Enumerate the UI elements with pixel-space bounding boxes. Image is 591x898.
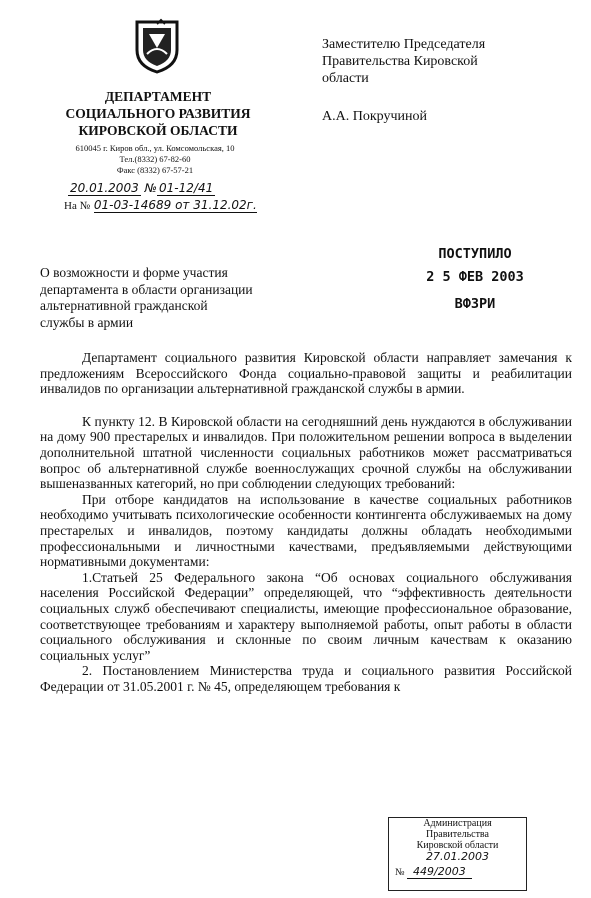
subject-line: службы в армии: [40, 314, 134, 330]
telephone: Тел.(8332) 67-82-60: [119, 154, 191, 164]
org-line: СОЦИАЛЬНОГО РАЗВИТИЯ: [65, 106, 251, 121]
registration-line: Кировской области: [416, 840, 499, 851]
letter-body: [40, 350, 572, 694]
recipient-line: области: [322, 71, 369, 86]
fax: Факс (8332) 67-57-21: [116, 165, 194, 175]
subject-line: О возможности и форме участия: [40, 265, 228, 280]
letter-subject: [40, 265, 253, 331]
subject-line: департамента в области организации: [40, 281, 253, 297]
body-paragraph: 1.Статьей 25 Федерального закона “Об основах социального обслуживания населения Российской Федерации” определяющей, что “эффективность деятельности социальных служб обеспечивают специалисты, имеющие профессиональное образование, соответствующее требованиям и характеру выполняемой работы, опыт работы в области социального обслуживания и склонные по своим личным качествам к оказанию социальных услуг”: [40, 569, 572, 663]
recipient-line: Заместителю Председателя: [322, 37, 486, 52]
reference-number: [64, 198, 257, 212]
subject-line: альтернативной гражданской: [40, 298, 208, 313]
coat-of-arms-emblem: [133, 18, 181, 74]
body-paragraph: 2. Постановлением Министерства труда и социального развития Российской Федерации от 31.05.2001 г. № 45, определяющем требования к: [40, 663, 572, 694]
body-paragraph: К пункту 12. В Кировской области на сегодняшний день нуждаются в обслуживании на дому 900 престарелых и инвалидов. При положительном решении вопроса в выделении дополнительной штатной численности социальных работников может рассматриваться вопрос об альтернативной службе военнослужащих срочной службы на обслуживании вышеназванных категорий, но при соблюдении следующих требований:: [40, 413, 572, 492]
stamp-received: ПОСТУПИЛО: [438, 246, 512, 262]
reference-value: 01-03-14689 от 31.12.02г.: [93, 198, 257, 212]
organization-address: [55, 143, 255, 176]
recipient-block: [322, 36, 485, 87]
organization-name: [58, 88, 258, 139]
registration-number: 449/2003: [407, 865, 472, 879]
registration-no-prefix: №: [395, 867, 405, 878]
address-line: 610045 г. Киров обл., ул. Комсомольская, 10: [75, 143, 235, 153]
outgoing-date-number: [68, 181, 215, 195]
org-line: КИРОВСКОЙ ОБЛАСТИ: [78, 123, 238, 138]
outgoing-no-prefix: №: [144, 181, 158, 195]
registration-stamp: [388, 817, 527, 891]
outgoing-number: 01-12/41: [159, 181, 214, 195]
stamp-date: 2 5 ФЕВ 2003: [426, 269, 524, 285]
body-paragraph: При отборе кандидатов на использование в качестве социальных работников необходимо учитывать психологические особенности контингента обслуживаемых на дому престарелых и инвалидов, поэтому кандидаты должны обладать необходимыми профессиональными и личностными качествами, предъявляемыми действующими нормативными документами:: [40, 491, 572, 570]
registration-line: Администрация: [423, 818, 492, 829]
registration-date: 27.01.2003: [426, 850, 489, 863]
registration-line: Правительства: [426, 829, 489, 840]
received-stamp: [420, 243, 530, 316]
outgoing-date: 20.01.2003: [70, 181, 139, 195]
recipient-line: Правительства Кировской: [322, 54, 478, 69]
org-line: ДЕПАРТАМЕНТ: [104, 89, 212, 104]
stamp-org: ВФЗРИ: [454, 296, 496, 312]
reference-prefix: На №: [64, 200, 91, 212]
recipient-name: А.А. Покручиной: [322, 109, 427, 124]
body-paragraph: Департамент социального развития Кировской области направляет замечания к предложениям Всероссийского Фонда социально-правовой защиты и реабилитации инвалидов по организации альтернативной гражданской службы в армии.: [40, 350, 572, 397]
